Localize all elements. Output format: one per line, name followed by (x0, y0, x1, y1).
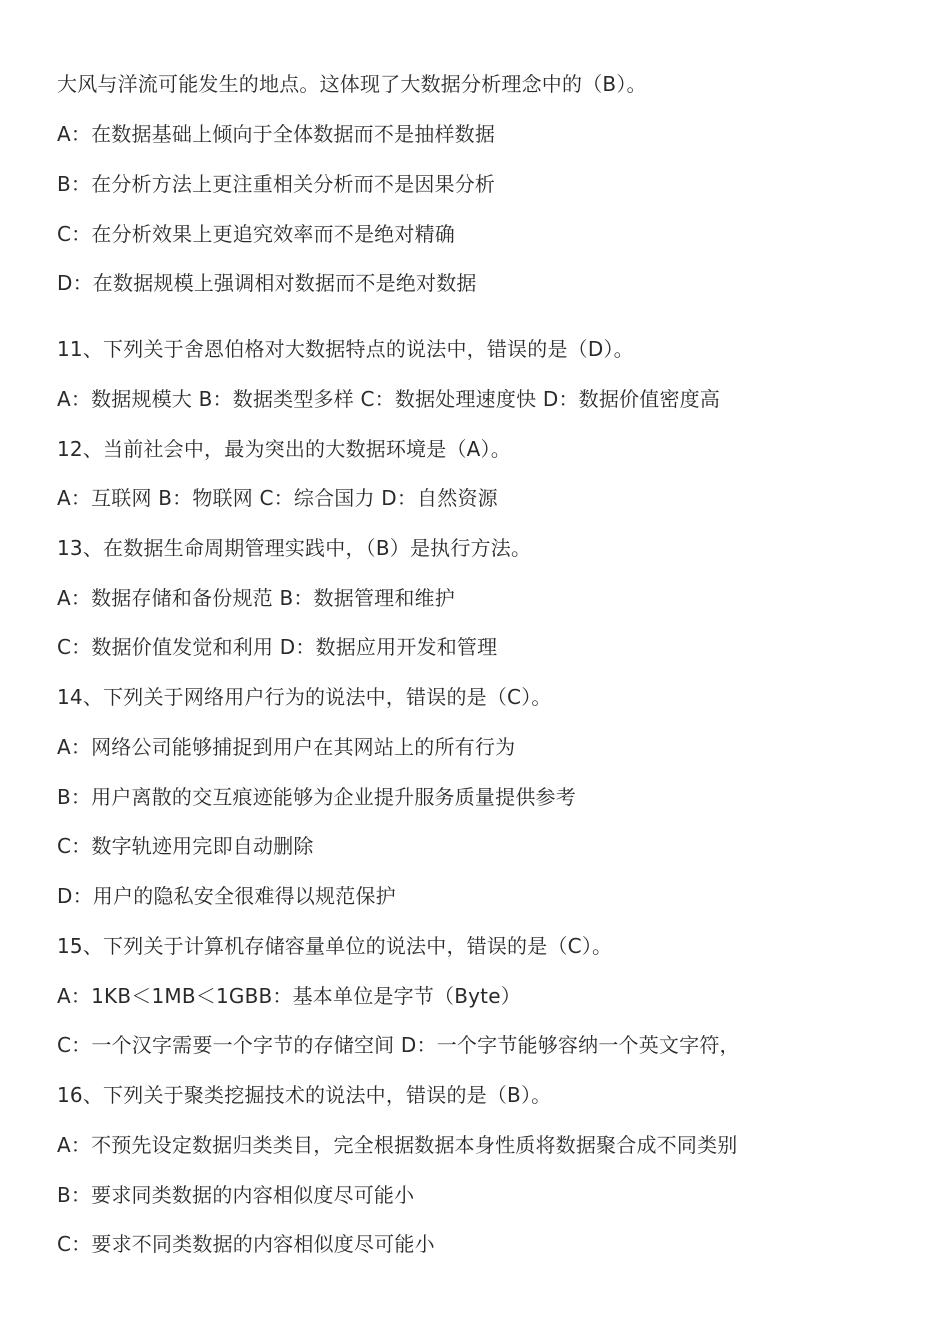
question-14: 14、下列关于网络用户行为的说法中，错误的是（C）。 (57, 685, 552, 709)
option-line: A：数据规模大 B：数据类型多样 C：数据处理速度快 D：数据价值密度高 (57, 387, 721, 411)
option-line: B：要求同类数据的内容相似度尽可能小 (57, 1183, 415, 1207)
option-line: C：要求不同类数据的内容相似度尽可能小 (57, 1232, 435, 1256)
question-12: 12、当前社会中，最为突出的大数据环境是（A）。 (57, 437, 511, 461)
option-line: A：数据存储和备份规范 B：数据管理和维护 (57, 586, 455, 610)
option-line: A：在数据基础上倾向于全体数据而不是抽样数据 (57, 122, 496, 146)
option-line: D：在数据规模上强调相对数据而不是绝对数据 (57, 271, 477, 295)
option-line: B：在分析方法上更注重相关分析而不是因果分析 (57, 172, 496, 196)
option-line: A：网络公司能够捕捉到用户在其网站上的所有行为 (57, 735, 516, 759)
option-line: A：不预先设定数据归类类目，完全根据数据本身性质将数据聚合成不同类别 (57, 1133, 738, 1157)
option-line: C：数字轨迹用完即自动删除 (57, 834, 314, 858)
option-line: B：用户离散的交互痕迹能够为企业提升服务质量提供参考 (57, 785, 576, 809)
option-line: C：在分析效果上更追究效率而不是绝对精确 (57, 222, 455, 246)
question-13: 13、在数据生命周期管理实践中，（B）是执行方法。 (57, 536, 532, 560)
question-15: 15、下列关于计算机存储容量单位的说法中，错误的是（C）。 (57, 934, 613, 958)
option-line: C：数据价值发觉和利用 D：数据应用开发和管理 (57, 635, 498, 659)
text-line-continuation: 大风与洋流可能发生的地点。这体现了大数据分析理念中的（B）。 (57, 72, 647, 96)
question-11: 11、下列关于舍恩伯格对大数据特点的说法中，错误的是（D）。 (57, 337, 634, 361)
option-line: C：一个汉字需要一个字节的存储空间 D：一个字节能够容纳一个英文字符， (57, 1033, 740, 1057)
question-16: 16、下列关于聚类挖掘技术的说法中，错误的是（B）。 (57, 1083, 552, 1107)
option-line: A：互联网 B：物联网 C：综合国力 D：自然资源 (57, 486, 498, 510)
option-line: A：1KB＜1MB＜1GBB：基本单位是字节（Byte） (57, 984, 521, 1008)
option-line: D：用户的隐私安全很难得以规范保护 (57, 884, 396, 908)
